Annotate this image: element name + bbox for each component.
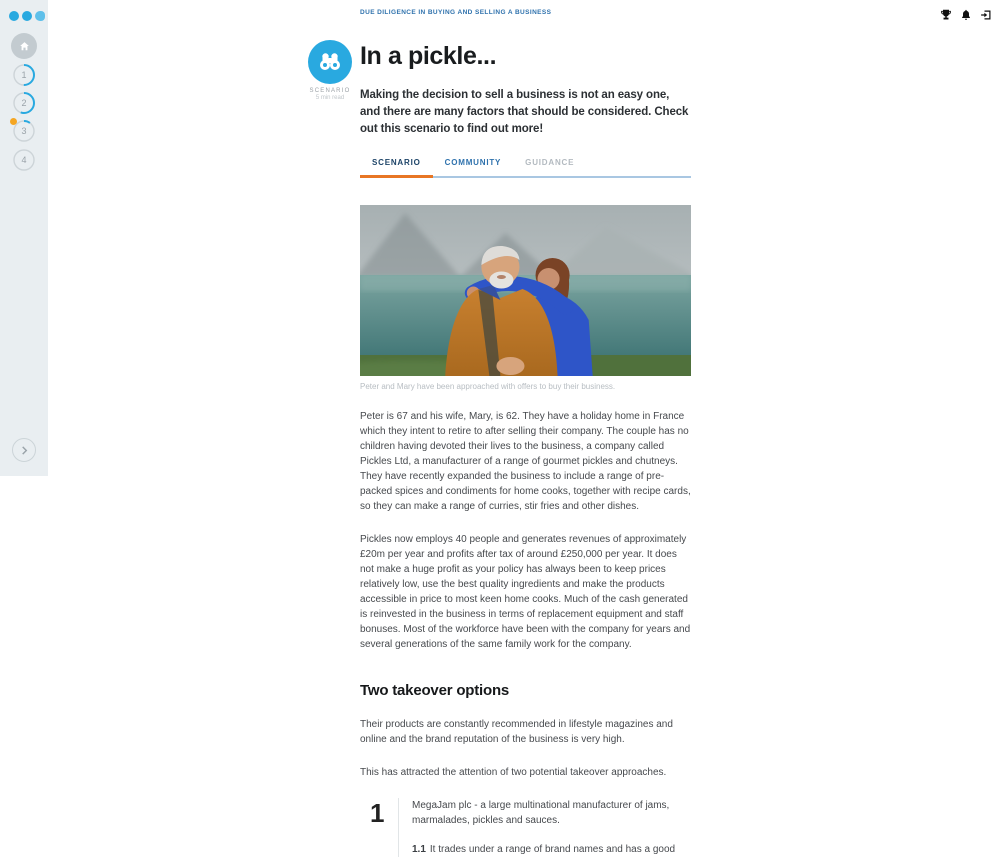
- subitem-number: 1.1: [412, 844, 426, 855]
- sidebar-step-1[interactable]: [13, 64, 35, 86]
- article: [309, 30, 691, 857]
- logo-dot-icon: [22, 11, 32, 21]
- section-heading: Two takeover options: [360, 682, 510, 699]
- binoculars-icon: [308, 40, 352, 84]
- subitem-text: It trades under a range of brand names and has a good: [429, 844, 676, 855]
- bell-icon[interactable]: [960, 9, 972, 21]
- list-subitem: [412, 842, 691, 857]
- step-number: 3: [21, 126, 27, 136]
- tab-scenario[interactable]: SCENARIO: [360, 158, 433, 178]
- step-number: 4: [21, 155, 27, 165]
- badge-read-time: 5 min read: [315, 95, 345, 101]
- tab-guidance[interactable]: GUIDANCE: [525, 158, 575, 167]
- step-number: 2: [21, 98, 27, 108]
- paragraph: Pickles now employs 40 people and generates revenues of approximately £20m per year and profits after tax of around £250,000 per year. It does not make a huge profit as your policy has always been to keep prices relatively low, use the best quality ingredients and make the products accessible in price to most keen home cooks. Much of the cash generated is reinvested in the business in terms of replacement equipment and staff bonuses. Most of the workforce have been with the company for years and several generations of the same family work for the company.: [360, 534, 691, 650]
- list-number: 1: [370, 798, 385, 828]
- badge-type-label: SCENARIO: [309, 88, 351, 94]
- chevron-right-icon: [20, 446, 29, 455]
- trophy-icon[interactable]: [940, 9, 952, 21]
- logout-icon[interactable]: [980, 9, 992, 21]
- scenario-badge: [307, 40, 353, 101]
- figure-caption: Peter and Mary have been approached with offers to buy their business.: [360, 382, 616, 391]
- paragraph: Peter is 67 and his wife, Mary, is 62. They have a holiday home in France which they intent to retire to after selling their company. The couple has no children having devoted their lives to the business, a company called Pickles Ltd, a manufacturer of a range of gourmet pickles and chutneys. They have recently expanded the business to include a range of pre-packed spices and condiments for home cooks, together with recipe cards, so they can make a range of curries, stir fries and other dishes.: [360, 411, 691, 512]
- breadcrumb[interactable]: DUE DILIGENCE IN BUYING AND SELLING A BUSINESS: [360, 9, 552, 16]
- expand-sidebar-button[interactable]: [12, 438, 36, 462]
- tab-bar: [360, 158, 691, 178]
- article-figure: [360, 205, 691, 391]
- app-logo[interactable]: [9, 11, 45, 21]
- article-intro: Making the decision to sell a business is not an easy one, and there are many factors that should be considered. Check out this scenario to find out more!: [360, 89, 689, 135]
- sidebar-step-3[interactable]: [13, 120, 35, 142]
- sidebar: [0, 0, 48, 476]
- tab-community[interactable]: COMMUNITY: [444, 158, 502, 167]
- topbar: [0, 0, 1000, 30]
- sidebar-step-2[interactable]: [13, 92, 35, 114]
- home-icon: [18, 40, 31, 53]
- list-content: [399, 798, 691, 857]
- couple-photo: [360, 205, 691, 376]
- logo-dot-icon: [9, 11, 19, 21]
- list-text: MegaJam plc - a large multinational manufacturer of jams, marmalades, pickles and sauces.: [412, 800, 670, 826]
- topbar-icons: [940, 9, 992, 21]
- step-number: 1: [21, 70, 27, 80]
- paragraph: Their products are constantly recommended in lifestyle magazines and online and the brand reputation of the business is very high.: [360, 719, 673, 745]
- page-title: In a pickle...: [360, 42, 497, 70]
- numbered-list-item: [360, 798, 691, 857]
- home-button[interactable]: [11, 33, 37, 59]
- logo-dot-icon: [35, 11, 45, 21]
- paragraph: This has attracted the attention of two potential takeover approaches.: [360, 767, 667, 778]
- sidebar-step-4[interactable]: [13, 149, 35, 171]
